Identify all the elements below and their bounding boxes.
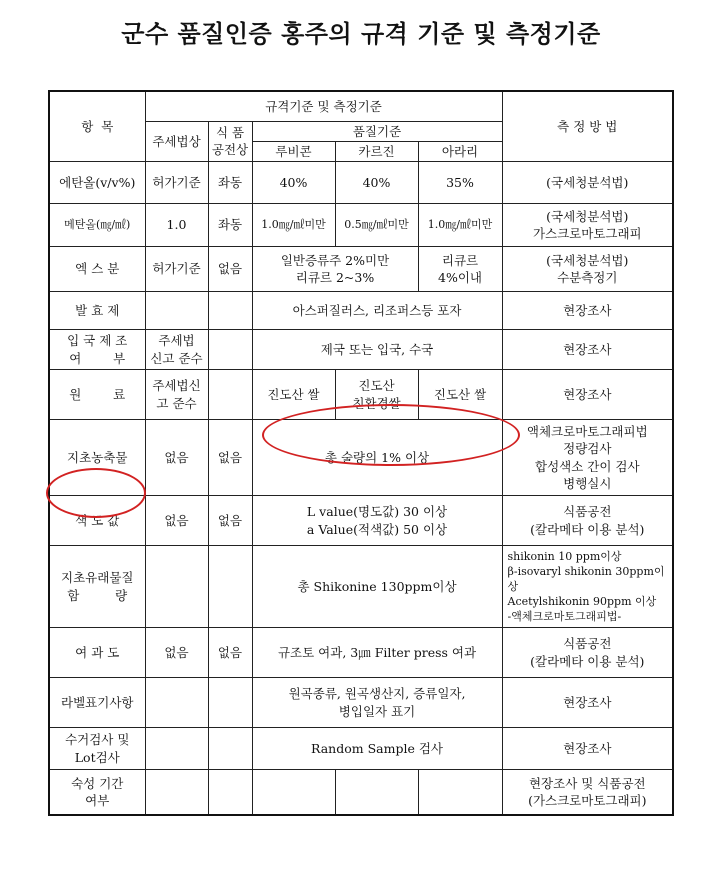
row-tax (145, 292, 208, 330)
row-brand-value (252, 770, 335, 815)
row-item: 엑 스 분 (49, 247, 145, 292)
row-brand-value: 진도산 친환경쌀 (335, 370, 418, 420)
row-brand-value: 일반증류주 2%미만 리큐르 2~3% (252, 247, 418, 292)
row-food: 없음 (208, 628, 252, 678)
row-brand-value: 35% (418, 162, 502, 204)
header-row-1 (49, 91, 673, 121)
row-food: 없음 (208, 420, 252, 496)
header-brand: 카르진 (335, 141, 418, 161)
row-method: 현장조사 (502, 678, 673, 728)
row-item: 색 도 값 (49, 496, 145, 546)
header-brand: 루비콘 (252, 141, 335, 161)
row-food: 없음 (208, 496, 252, 546)
row-method: 현장조사 (502, 292, 673, 330)
row-item: 라벨표기사항 (49, 678, 145, 728)
row-item: 에탄올(v/v%) (49, 162, 145, 204)
row-brand-value: 1.0㎎/㎖미만 (418, 204, 502, 247)
header-method: 측 정 방 법 (502, 91, 673, 162)
header-brand: 아라리 (418, 141, 502, 161)
row-quality: 제국 또는 입국, 수국 (252, 330, 502, 370)
row-food: 좌동 (208, 204, 252, 247)
row-method: 현장조사 (502, 370, 673, 420)
row-item: 메탄올(㎎/㎖) (49, 204, 145, 247)
header-group: 규격기준 및 측정기준 (145, 91, 502, 121)
row-tax: 없음 (145, 420, 208, 496)
row-brand-value (335, 770, 418, 815)
page-title: 군수 품질인증 홍주의 규격 기준 및 측정기준 (121, 20, 601, 48)
header-food-code: 식 품 공전상 (208, 121, 252, 162)
row-item: 원 료 (49, 370, 145, 420)
row-item: 입 국 제 조 여 부 (49, 330, 145, 370)
row-food (208, 546, 252, 628)
row-food (208, 292, 252, 330)
table-row (49, 678, 673, 728)
row-method: shikonin 10 ppm이상 β-isovaryl shikonin 30ppm이상 Acetylshikonin 90ppm 이상 -액체크로마토그래피법- (502, 546, 673, 628)
row-tax (145, 678, 208, 728)
table-row (49, 204, 673, 247)
row-brand-value: 진도산 쌀 (418, 370, 502, 420)
row-quality: 원곡종류, 원곡생산지, 증류일자, 병입일자 표기 (252, 678, 502, 728)
row-quality: 아스퍼질러스, 리조퍼스등 포자 (252, 292, 502, 330)
row-quality: 총 Shikonine 130ppm이상 (252, 546, 502, 628)
row-brand-value (418, 770, 502, 815)
row-tax: 허가기준 (145, 247, 208, 292)
row-tax: 주세법 신고 준수 (145, 330, 208, 370)
table-row (49, 728, 673, 770)
row-tax (145, 546, 208, 628)
row-food (208, 330, 252, 370)
row-item: 숙성 기간 여부 (49, 770, 145, 815)
row-method: 현장조사 (502, 330, 673, 370)
header-item: 항 목 (49, 91, 145, 162)
row-item: 수거검사 및 Lot검사 (49, 728, 145, 770)
row-quality: Random Sample 검사 (252, 728, 502, 770)
table-row (49, 420, 673, 496)
row-item: 발 효 제 (49, 292, 145, 330)
row-tax: 1.0 (145, 204, 208, 247)
row-food (208, 370, 252, 420)
table-row (49, 370, 673, 420)
row-method: 식품공전 (칼라메타 이용 분석) (502, 496, 673, 546)
table-row (49, 546, 673, 628)
row-quality: 총 술량의 1% 이상 (252, 420, 502, 496)
row-method: 액체크로마토그래피법 정량검사 합성색소 간이 검사 병행실시 (502, 420, 673, 496)
row-tax: 주세법신 고 준수 (145, 370, 208, 420)
row-food (208, 770, 252, 815)
row-quality: 규조토 여과, 3㎛ Filter press 여과 (252, 628, 502, 678)
row-method: (국세청분석법) 수분측정기 (502, 247, 673, 292)
row-tax (145, 770, 208, 815)
table-row (49, 330, 673, 370)
row-food: 좌동 (208, 162, 252, 204)
row-brand-value: 진도산 쌀 (252, 370, 335, 420)
table-row (49, 247, 673, 292)
row-method: (국세청분석법) 가스크로마토그래피 (502, 204, 673, 247)
table-row (49, 496, 673, 546)
row-item: 지초농축물 (49, 420, 145, 496)
row-item: 지초유래물질 함 량 (49, 546, 145, 628)
row-item: 여 과 도 (49, 628, 145, 678)
row-food (208, 678, 252, 728)
row-method: 현장조사 (502, 728, 673, 770)
row-food (208, 728, 252, 770)
table-row (49, 162, 673, 204)
row-brand-value: 리큐르 4%이내 (418, 247, 502, 292)
row-brand-value: 40% (252, 162, 335, 204)
row-brand-value: 1.0㎎/㎖미만 (252, 204, 335, 247)
table-row (49, 292, 673, 330)
row-brand-value: 40% (335, 162, 418, 204)
spec-table (48, 90, 674, 816)
row-tax (145, 728, 208, 770)
table-row (49, 628, 673, 678)
row-food: 없음 (208, 247, 252, 292)
row-method: 현장조사 및 식품공전 (가스크로마토그래피) (502, 770, 673, 815)
table-row (49, 770, 673, 815)
header-liquor-tax: 주세법상 (145, 121, 208, 162)
row-tax: 없음 (145, 628, 208, 678)
row-tax: 없음 (145, 496, 208, 546)
row-method: (국세청분석법) (502, 162, 673, 204)
header-quality: 품질기준 (252, 121, 502, 141)
row-method: 식품공전 (칼라메타 이용 분석) (502, 628, 673, 678)
row-tax: 허가기준 (145, 162, 208, 204)
row-brand-value: 0.5㎎/㎖미만 (335, 204, 418, 247)
row-quality: L value(명도값) 30 이상 a Value(적색값) 50 이상 (252, 496, 502, 546)
